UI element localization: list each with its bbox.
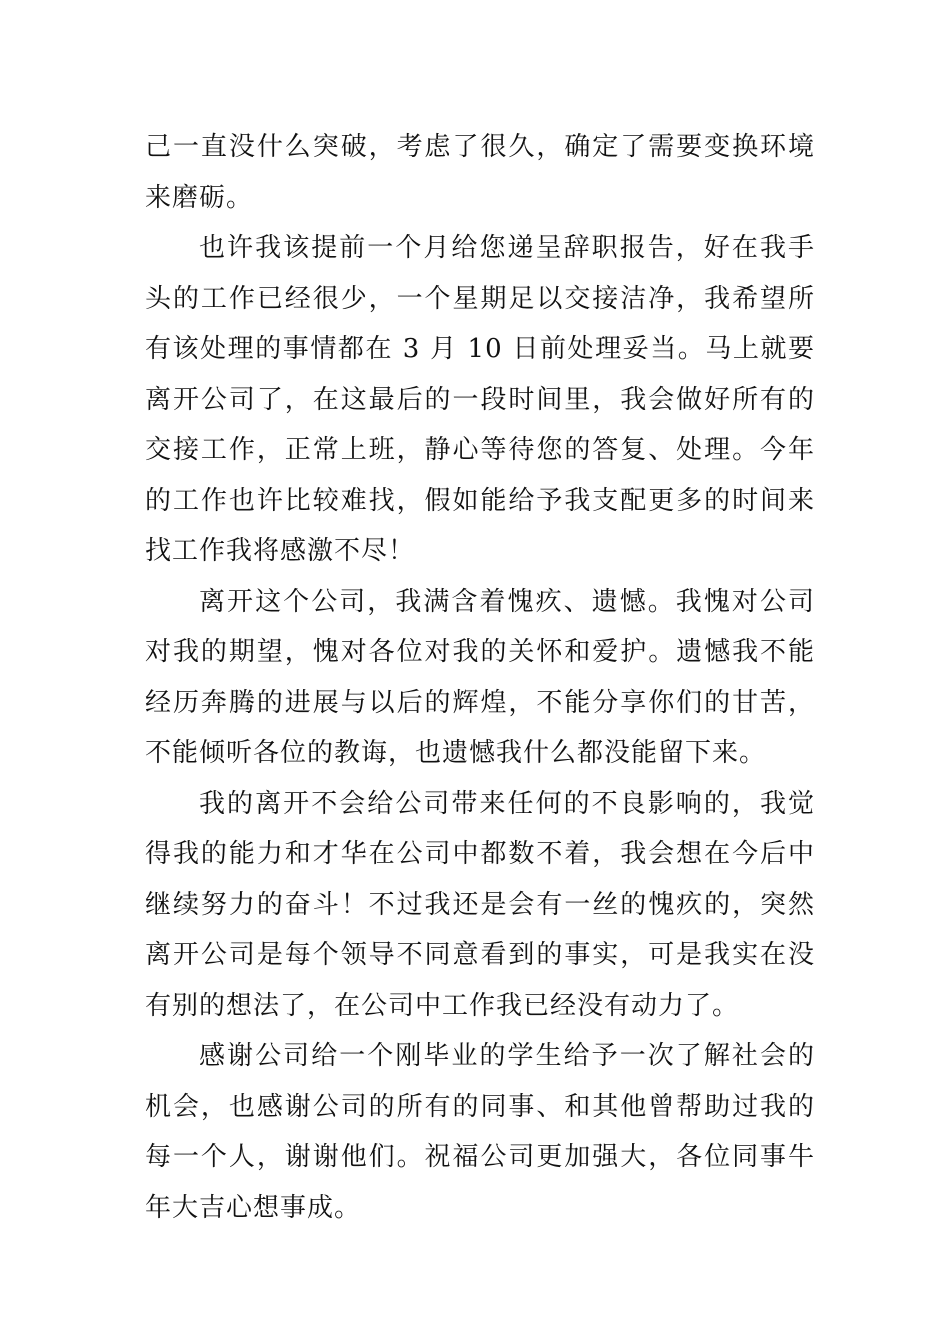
paragraph-5: 感谢公司给一个刚毕业的学生给予一次了解社会的机会，也感谢公司的所有的同事、和其他曾帮助过我的每一个人，谢谢他们。祝福公司更加强大，各位同事牛年大吉心想事成。 xyxy=(145,1041,815,1223)
paragraph-4: 我的离开不会给公司带来任何的不良影响的，我觉得我的能力和才华在公司中都数不着，我会想在今后中继续努力的奋斗！不过我还是会有一丝的愧疚的，突然离开公司是每个领导不同意看到的事实，可是我实在没有别的想法了，在公司中工作我已经没有动力了。 xyxy=(145,788,815,1021)
document-body xyxy=(145,122,815,1233)
paragraph-3: 离开这个公司，我满含着愧疚、遗憾。我愧对公司对我的期望，愧对各位对我的关怀和爱护。遗憾我不能经历奔腾的进展与以后的辉煌，不能分享你们的甘苦，不能倾听各位的教诲，也遗憾我什么都没能留下来。 xyxy=(145,586,815,768)
paragraph-2: 也许我该提前一个月给您递呈辞职报告，好在我手头的工作已经很少，一个星期足以交接洁净，我希望所有该处理的事情都在 3 月 10 日前处理妥当。马上就要离开公司了，在这最后的一段时间里，我会做好所有的交接工作，正常上班，静心等待您的答复、处理。今年的工作也许比较难找，假如能给予我支配更多的时间来找工作我将感激不尽！ xyxy=(145,233,815,566)
paragraph-1: 己一直没什么突破，考虑了很久，确定了需要变换环境来磨砺。 xyxy=(145,132,815,213)
